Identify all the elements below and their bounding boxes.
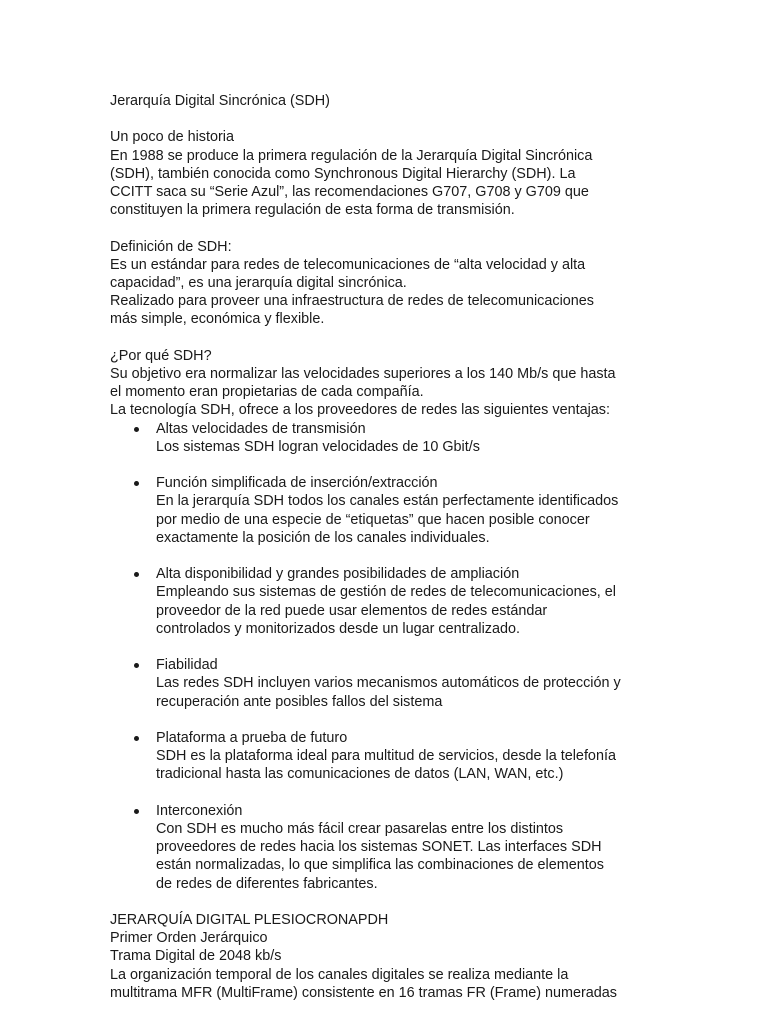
paragraph-line: Su objetivo era normalizar las velocidades superiores a los 140 Mb/s que hasta (110, 366, 616, 382)
paragraph-line: La tecnología SDH, ofrece a los proveedores de redes las siguientes ventajas: (110, 402, 610, 419)
list-item-title: Fiabilidad (156, 657, 218, 674)
list-item-line: SDH es la plataforma ideal para multitud de servicios, desde la telefonía (156, 748, 616, 765)
spacer (110, 329, 670, 347)
list-item (110, 420, 670, 456)
list-item-line: exactamente la posición de los canales individuales. (156, 529, 490, 546)
document-title: Jerarquía Digital Sincrónica (SDH) (110, 93, 330, 109)
paragraph-line: CCITT saca su “Serie Azul”, las recomendaciones G707, G708 y G709 que (110, 184, 589, 200)
list-item-line: Las redes SDH incluyen varios mecanismos automáticos de protección y (156, 675, 621, 692)
list-item-title: Función simplificada de inserción/extracción (156, 475, 438, 492)
list-item-line: Empleando sus sistemas de gestión de redes de telecomunicaciones, el (156, 584, 616, 601)
list-item-title: Plataforma a prueba de futuro (156, 730, 348, 746)
document-page (110, 92, 670, 1002)
list-item (110, 802, 670, 893)
list-item-line: de redes de diferentes fabricantes. (156, 875, 378, 892)
pdh-subheading: Primer Orden Jerárquico (110, 930, 268, 947)
spacer (110, 110, 670, 128)
spacer (110, 219, 670, 237)
pdh-subheading: Trama Digital de 2048 kb/s (110, 948, 282, 965)
list-item-line: controlados y monitorizados desde un lugar centralizado. (156, 620, 520, 637)
spacer (110, 893, 670, 911)
definition-heading: Definición de SDH: (110, 238, 232, 255)
list-item-line: proveedor de la red puede usar elementos de redes estándar (156, 602, 548, 619)
pdh-heading: JERARQUÍA DIGITAL PLESIOCRONAPDH (110, 912, 389, 928)
paragraph-line: constituyen la primera regulación de esta forma de transmisión. (110, 202, 515, 219)
list-item-line: proveedores de redes hacia los sistemas SONET. Las interfaces SDH (156, 839, 602, 856)
paragraph-line: Realizado para proveer una infraestructura de redes de telecomunicaciones (110, 293, 594, 310)
list-item-title: Alta disponibilidad y grandes posibilidades de ampliación (156, 566, 520, 583)
paragraph-line: (SDH), también conocida como Synchronous Digital Hierarchy (SDH). La (110, 165, 576, 182)
paragraph-line: el momento eran propietarias de cada compañía. (110, 384, 424, 401)
list-item (110, 474, 670, 547)
list-item-title: Interconexión (156, 802, 243, 819)
history-heading: Un poco de historia (110, 129, 234, 146)
paragraph-line: capacidad”, es una jerarquía digital sincrónica. (110, 275, 407, 291)
list-item-title: Altas velocidades de transmisión (156, 420, 366, 437)
paragraph-line: multitrama MFR (MultiFrame) consistente en 16 tramas FR (Frame) numeradas (110, 984, 617, 1001)
list-item-line: tradicional hasta las comunicaciones de datos (LAN, WAN, etc.) (156, 766, 564, 783)
paragraph-line: La organización temporal de los canales digitales se realiza mediante la (110, 966, 569, 983)
list-item-line: Con SDH es mucho más fácil crear pasarelas entre los distintos (156, 821, 564, 837)
list-item-line: Los sistemas SDH logran velocidades de 10 Gbit/s (156, 438, 480, 455)
paragraph-line: más simple, económica y flexible. (110, 311, 325, 328)
list-item-line: En la jerarquía SDH todos los canales están perfectamente identificados (156, 493, 619, 510)
list-item-line: están normalizadas, lo que simplifica las combinaciones de elementos (156, 857, 604, 874)
why-heading: ¿Por qué SDH? (110, 347, 212, 364)
paragraph-line: Es un estándar para redes de telecomunicaciones de “alta velocidad y alta (110, 256, 586, 273)
list-item-line: recuperación ante posibles fallos del sistema (156, 693, 443, 710)
advantages-list (110, 420, 670, 893)
list-item (110, 656, 670, 711)
list-item (110, 565, 670, 638)
paragraph-line: En 1988 se produce la primera regulación de la Jerarquía Digital Sincrónica (110, 147, 593, 164)
list-item-line: por medio de una especie de “etiquetas” que hacen posible conocer (156, 511, 590, 528)
list-item (110, 729, 670, 784)
